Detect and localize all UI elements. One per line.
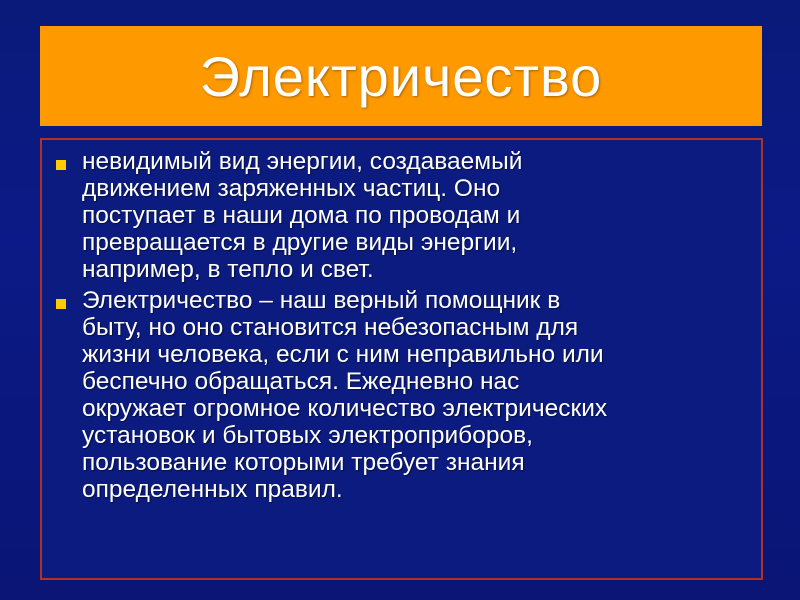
bullet-item [56, 148, 753, 283]
bullet-item [56, 287, 753, 503]
bullet-list [42, 140, 761, 503]
bullet-text: невидимый вид энергии, создаваемый движением заряженных частиц. Оно поступает в наши дома по проводам и превращается в другие виды энергии, например, в тепло и свет. [82, 148, 523, 283]
slide-title: Электричество [199, 44, 603, 108]
title-bar [40, 26, 762, 126]
content-box [40, 138, 763, 580]
bullet-text: Электричество – наш верный помощник в быту, но оно становится небезопасным для жизни человека, если с ним неправильно или беспечно обращаться. Ежедневно нас окружает огромное количество электрических установок и бытовых электроприборов, пользование которыми требует знания определенных правил. [82, 287, 608, 503]
square-bullet-icon [56, 299, 66, 309]
square-bullet-icon [56, 160, 66, 170]
